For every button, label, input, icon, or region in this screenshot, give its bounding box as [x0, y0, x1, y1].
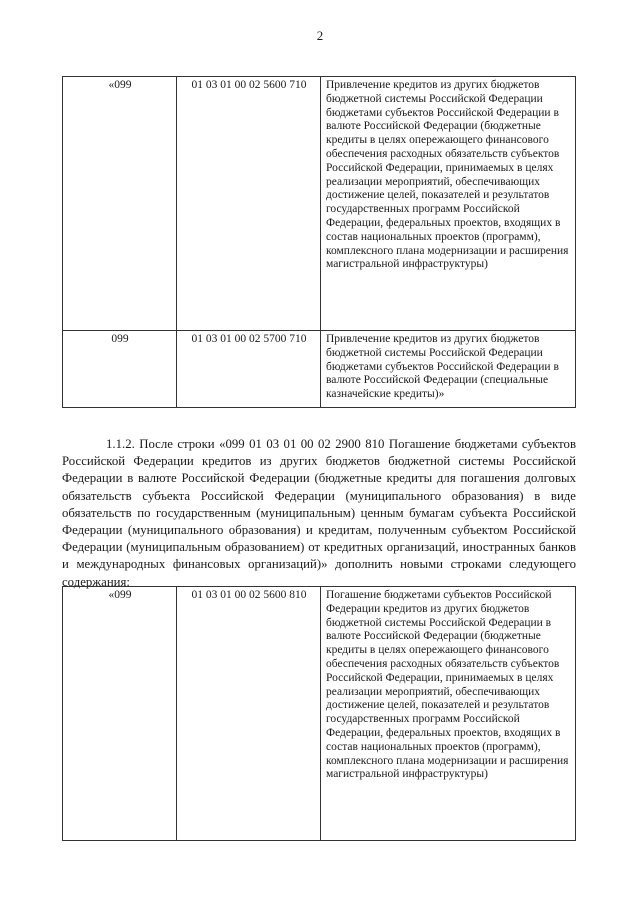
- description-cell: Привлечение кредитов из других бюджетов бюджетной системы Российской Федерации бюджетами субъектов Российской Федерации в валюте Российской Федерации (бюджетные кредиты в целях опережающего финансового обеспечения расходных обязательств субъектов Российской Федерации, принимаемых в целях реализации мероприятий, обеспечивающих достижение целей, показателей и результатов государственных программ Российской Федерации, федеральных проектов, входящих в состав национальных проектов (программ), комплексного плана модернизации и расширения магистральной инфраструктуры): [321, 77, 576, 331]
- description-cell: Погашение бюджетами субъектов Российской Федерации кредитов из других бюджетов бюджетной системы Российской Федерации в валюте Российской Федерации (бюджетные кредиты в целях опережающего финансового обеспечения расходных обязательств субъектов Российской Федерации, принимаемых в целях реализации мероприятий, обеспечивающих достижение целей, показателей и результатов государственных программ Российской Федерации, федеральных проектов, входящих в состав национальных проектов (программ), комплексного плана модернизации и расширения магистральной инфраструктуры): [321, 587, 576, 841]
- budget-codes-table-1: [62, 76, 576, 408]
- classification-code-cell: 01 03 01 00 02 5600 710: [177, 77, 321, 331]
- classification-code-cell: 01 03 01 00 02 5700 710: [177, 331, 321, 408]
- page-number: 2: [316, 28, 324, 43]
- table-row: [63, 587, 576, 841]
- table-row: [63, 77, 576, 331]
- admin-code-cell: «099: [63, 587, 177, 841]
- table-row: [63, 331, 576, 408]
- admin-code-cell: 099: [63, 331, 177, 408]
- admin-code-cell: «099: [63, 77, 177, 331]
- description-cell: Привлечение кредитов из других бюджетов бюджетной системы Российской Федерации бюджетами субъектов Российской Федерации в валюте Российской Федерации (специальные казначейские кредиты)»: [321, 331, 576, 408]
- budget-codes-table-2: [62, 586, 576, 841]
- amendment-paragraph: 1.1.2. После строки «099 01 03 01 00 02 2900 810 Погашение бюджетами субъектов Российской Федерации кредитов из других бюджетов бюджетной системы Российской Федерации в валюте Российской Федерации (бюджетные кредиты для погашения долговых обязательств субъекта Российской Федерации (муниципального образования) в виде обязательств по государственным (муниципальным) ценным бумагам субъекта Российской Федерации (муниципального образования) и кредитам, полученным субъектом Российской Федерации (муниципальным образованием) от кредитных организаций, иностранных банков и международных финансовых организаций)» дополнить новыми строками следующего содержания:: [62, 437, 576, 589]
- classification-code-cell: 01 03 01 00 02 5600 810: [177, 587, 321, 841]
